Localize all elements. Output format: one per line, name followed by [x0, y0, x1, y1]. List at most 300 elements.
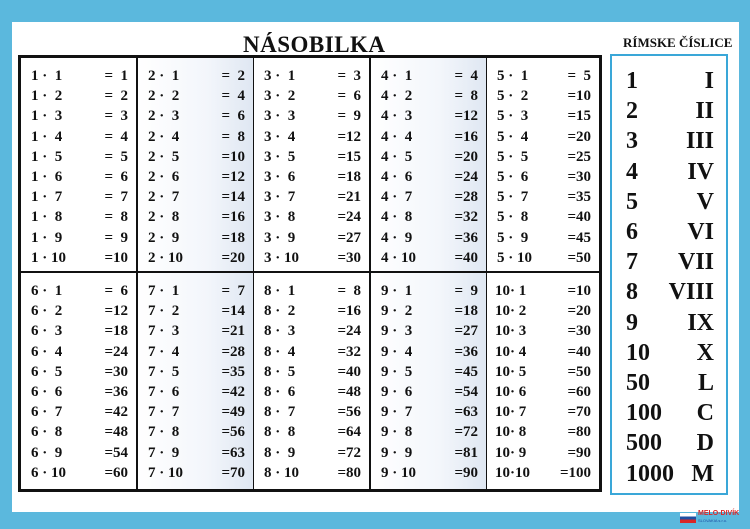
equation-row: [21, 86, 136, 106]
equation-result: = 6: [221, 108, 245, 125]
equation-result: =32: [337, 343, 361, 360]
arabic-number: 500: [626, 430, 662, 457]
equation-row: [21, 321, 136, 341]
equation-factors: 5 · 10: [497, 249, 533, 266]
equation-row: [371, 382, 486, 402]
equation-row: [254, 402, 369, 422]
equation-row: [21, 248, 136, 268]
equation-result: =15: [567, 108, 591, 125]
equation-result: =36: [454, 229, 478, 246]
roman-number: M: [691, 460, 714, 487]
equation-row: [21, 66, 136, 86]
equation-factors: 10· 2: [495, 303, 527, 320]
roman-number: IX: [687, 309, 714, 336]
arabic-number: 10: [626, 339, 650, 366]
equation-result: = 7: [221, 283, 245, 299]
equation-row: [21, 443, 136, 463]
equation-factors: 4 · 6: [381, 169, 413, 185]
table-block-7: [137, 272, 254, 490]
equation-result: =25: [567, 148, 591, 165]
equation-factors: 4 · 10: [381, 249, 417, 266]
equation-row: [371, 147, 486, 167]
arabic-number: 8: [626, 279, 638, 306]
roman-row: [612, 368, 726, 398]
equation-factors: 6 · 10: [31, 464, 67, 481]
equation-factors: 7 · 9: [148, 444, 180, 461]
equation-result: =48: [337, 384, 361, 400]
equation-row: [487, 228, 599, 248]
equation-factors: 3 · 6: [264, 169, 296, 185]
equation-result: =14: [221, 303, 245, 320]
equation-result: =18: [454, 303, 478, 320]
equation-factors: 9 · 1: [381, 283, 413, 299]
arabic-number: 3: [626, 128, 638, 155]
equation-factors: 2 · 8: [148, 209, 180, 226]
equation-factors: 6 · 9: [31, 444, 63, 461]
equation-factors: 9 · 3: [381, 323, 413, 340]
publisher-logo: [680, 510, 740, 526]
equation-row: [21, 301, 136, 321]
equation-result: =24: [454, 169, 478, 185]
equation-result: = 2: [104, 88, 128, 105]
table-block-10: [486, 272, 600, 490]
equation-result: = 3: [337, 68, 361, 84]
equation-row: [371, 248, 486, 268]
equation-row: [371, 207, 486, 227]
roman-row: [612, 66, 726, 96]
equation-factors: 2 · 2: [148, 88, 180, 105]
equation-row: [138, 321, 253, 341]
equation-result: = 8: [104, 209, 128, 226]
equation-row: [371, 228, 486, 248]
equation-result: = 4: [454, 68, 478, 84]
equation-factors: 7 · 2: [148, 303, 180, 320]
equation-row: [138, 147, 253, 167]
equation-row: [487, 321, 599, 341]
equation-result: =16: [221, 209, 245, 226]
equation-factors: 1 · 4: [31, 128, 63, 145]
equation-factors: 5 · 5: [497, 148, 529, 165]
equation-factors: 1 · 5: [31, 148, 63, 165]
roman-number: II: [695, 98, 714, 125]
equation-factors: 4 · 1: [381, 68, 413, 84]
equation-factors: 8 · 8: [264, 424, 296, 441]
logo-name: MELO-DIVÍK: [698, 510, 740, 517]
equation-result: = 6: [104, 169, 128, 185]
arabic-number: 100: [626, 400, 662, 427]
equation-result: =10: [221, 148, 245, 165]
equation-row: [21, 422, 136, 442]
equation-factors: 8 · 5: [264, 363, 296, 380]
equation-factors: 4 · 8: [381, 209, 413, 226]
equation-row: [254, 127, 369, 147]
equation-factors: 1 · 1: [31, 68, 63, 84]
equation-row: [254, 248, 369, 268]
equation-row: [487, 86, 599, 106]
equation-result: =18: [337, 169, 361, 185]
equation-result: =45: [454, 363, 478, 380]
arabic-number: 7: [626, 249, 638, 276]
equation-row: [21, 342, 136, 362]
equation-result: =24: [104, 343, 128, 360]
equation-result: =40: [454, 249, 478, 266]
table-block-2: [137, 57, 254, 272]
equation-factors: 7 · 4: [148, 343, 180, 360]
equation-factors: 10· 7: [495, 404, 527, 421]
roman-numerals-panel: [610, 54, 728, 495]
equation-result: =90: [454, 464, 478, 481]
equation-row: [138, 301, 253, 321]
equation-row: [371, 86, 486, 106]
equation-factors: 1 · 6: [31, 169, 63, 185]
equation-row: [21, 362, 136, 382]
equation-result: =20: [567, 128, 591, 145]
equation-row: [371, 301, 486, 321]
equation-factors: 1 · 10: [31, 249, 67, 266]
equation-result: =36: [454, 343, 478, 360]
equation-row: [138, 86, 253, 106]
equation-factors: 3 · 8: [264, 209, 296, 226]
equation-result: =21: [337, 189, 361, 206]
equation-result: = 9: [337, 108, 361, 125]
equation-factors: 1 · 3: [31, 108, 63, 125]
table-block-4: [370, 57, 487, 272]
equation-factors: 7 · 6: [148, 384, 180, 400]
equation-factors: 6 · 8: [31, 424, 63, 441]
equation-factors: 7 · 3: [148, 323, 180, 340]
equation-factors: 2 · 7: [148, 189, 180, 206]
equation-result: = 1: [104, 68, 128, 84]
equation-factors: 10· 8: [495, 424, 527, 441]
equation-result: = 3: [104, 108, 128, 125]
equation-row: [371, 66, 486, 86]
equation-result: = 4: [104, 128, 128, 145]
equation-row: [254, 321, 369, 341]
roman-title: RÍMSKE ČÍSLICE: [623, 35, 733, 50]
equation-factors: 3 · 2: [264, 88, 296, 105]
equation-factors: 9 · 6: [381, 384, 413, 400]
equation-result: =28: [454, 189, 478, 206]
equation-row: [254, 167, 369, 187]
equation-factors: 5 · 7: [497, 189, 529, 206]
roman-number: VIII: [668, 279, 714, 306]
equation-result: =12: [221, 169, 245, 185]
equation-row: [371, 342, 486, 362]
equation-result: =64: [337, 424, 361, 441]
equation-result: =24: [337, 323, 361, 340]
equation-result: = 9: [454, 283, 478, 299]
equation-result: =35: [221, 363, 245, 380]
equation-result: =72: [337, 444, 361, 461]
equation-factors: 4 · 3: [381, 108, 413, 125]
roman-row: [612, 217, 726, 247]
equation-factors: 2 · 10: [148, 249, 184, 266]
equation-row: [371, 187, 486, 207]
equation-result: =10: [567, 283, 591, 299]
equation-row: [138, 362, 253, 382]
table-block-6: [20, 272, 137, 490]
equation-row: [371, 362, 486, 382]
equation-result: =12: [454, 108, 478, 125]
equation-factors: 1 · 2: [31, 88, 63, 105]
equation-row: [21, 127, 136, 147]
equation-row: [138, 422, 253, 442]
equation-result: = 8: [337, 283, 361, 299]
equation-result: =42: [104, 404, 128, 421]
roman-row: [612, 338, 726, 368]
equation-factors: 2 · 9: [148, 229, 180, 246]
equation-factors: 5 · 9: [497, 229, 529, 246]
equation-row: [254, 106, 369, 126]
equation-factors: 2 · 4: [148, 128, 180, 145]
equation-factors: 5 · 4: [497, 128, 529, 145]
arabic-number: 6: [626, 219, 638, 245]
equation-row: [371, 422, 486, 442]
equation-row: [371, 443, 486, 463]
equation-result: =35: [567, 189, 591, 206]
arabic-number: 9: [626, 309, 638, 336]
equation-factors: 9 · 7: [381, 404, 413, 421]
equation-result: =72: [454, 424, 478, 441]
table-block-8: [253, 272, 370, 490]
equation-row: [487, 248, 599, 268]
roman-number: X: [696, 339, 714, 366]
equation-factors: 2 · 3: [148, 108, 180, 125]
table-block-9: [370, 272, 487, 490]
equation-row: [21, 106, 136, 126]
equation-factors: 10· 9: [495, 444, 527, 461]
equation-result: =63: [454, 404, 478, 421]
equation-row: [138, 402, 253, 422]
equation-result: = 4: [221, 88, 245, 105]
equation-row: [254, 463, 369, 483]
equation-row: [254, 362, 369, 382]
equation-factors: 5 · 1: [497, 68, 529, 84]
equation-row: [21, 281, 136, 301]
equation-result: =27: [454, 323, 478, 340]
equation-factors: 7 · 8: [148, 424, 180, 441]
equation-result: =30: [567, 323, 591, 340]
equation-row: [138, 463, 253, 483]
roman-row: [612, 459, 726, 489]
equation-result: =12: [337, 128, 361, 145]
equation-row: [487, 301, 599, 321]
equation-result: =20: [567, 303, 591, 320]
arabic-number: 5: [626, 188, 638, 215]
equation-factors: 1 · 7: [31, 189, 63, 206]
equation-row: [487, 167, 599, 187]
equation-factors: 5 · 3: [497, 108, 529, 125]
equation-row: [21, 147, 136, 167]
equation-row: [371, 127, 486, 147]
equation-factors: 7 · 1: [148, 283, 180, 299]
equation-result: = 2: [221, 68, 245, 84]
equation-row: [487, 106, 599, 126]
equation-row: [371, 106, 486, 126]
roman-number: IV: [687, 158, 714, 185]
equation-row: [21, 167, 136, 187]
equation-row: [371, 281, 486, 301]
equation-row: [371, 167, 486, 187]
equation-result: =63: [221, 444, 245, 461]
equation-result: =28: [221, 343, 245, 360]
equation-row: [254, 86, 369, 106]
equation-row: [254, 281, 369, 301]
equation-result: =12: [104, 303, 128, 320]
roman-row: [612, 428, 726, 458]
equation-row: [254, 66, 369, 86]
equation-result: = 7: [104, 189, 128, 206]
equation-factors: 1 · 9: [31, 229, 63, 246]
equation-result: =40: [337, 363, 361, 380]
flag-icon: [680, 513, 696, 523]
equation-factors: 10· 3: [495, 323, 527, 340]
equation-row: [487, 463, 599, 483]
equation-factors: 9 · 8: [381, 424, 413, 441]
equation-result: =81: [454, 444, 478, 461]
roman-number: C: [696, 400, 714, 427]
equation-factors: 10· 1: [495, 283, 527, 299]
arabic-number: 1: [626, 68, 638, 94]
equation-result: =54: [454, 384, 478, 400]
equation-result: =14: [221, 189, 245, 206]
roman-row: [612, 96, 726, 126]
equation-result: =27: [337, 229, 361, 246]
roman-row: [612, 157, 726, 187]
equation-row: [487, 207, 599, 227]
equation-row: [138, 106, 253, 126]
equation-result: =30: [337, 249, 361, 266]
equation-result: =54: [104, 444, 128, 461]
equation-result: =21: [221, 323, 245, 340]
table-block-3: [253, 57, 370, 272]
equation-factors: 1 · 8: [31, 209, 63, 226]
equation-factors: 2 · 1: [148, 68, 180, 84]
equation-result: =90: [567, 444, 591, 461]
equation-result: =48: [104, 424, 128, 441]
equation-result: =70: [221, 464, 245, 481]
equation-result: =32: [454, 209, 478, 226]
equation-result: = 8: [221, 128, 245, 145]
equation-row: [21, 463, 136, 483]
equation-factors: 4 · 5: [381, 148, 413, 165]
equation-row: [138, 187, 253, 207]
equation-row: [487, 382, 599, 402]
equation-result: = 8: [454, 88, 478, 105]
roman-number: V: [696, 188, 714, 215]
equation-result: =50: [567, 249, 591, 266]
roman-row: [612, 187, 726, 217]
equation-factors: 8 · 1: [264, 283, 296, 299]
roman-number: D: [696, 430, 714, 457]
equation-factors: 3 · 9: [264, 229, 296, 246]
equation-factors: 9 · 10: [381, 464, 417, 481]
equation-factors: 4 · 7: [381, 189, 413, 206]
equation-result: =16: [454, 128, 478, 145]
equation-factors: 7 · 7: [148, 404, 180, 421]
roman-row: [612, 126, 726, 156]
equation-factors: 3 · 1: [264, 68, 296, 84]
equation-row: [254, 228, 369, 248]
equation-row: [138, 382, 253, 402]
equation-result: = 6: [104, 283, 128, 299]
equation-factors: 3 · 4: [264, 128, 296, 145]
equation-result: =15: [337, 148, 361, 165]
equation-factors: 10· 5: [495, 363, 527, 380]
roman-number: I: [704, 68, 714, 94]
equation-row: [487, 187, 599, 207]
equation-result: =30: [104, 363, 128, 380]
equation-row: [254, 147, 369, 167]
equation-row: [138, 443, 253, 463]
equation-result: =56: [221, 424, 245, 441]
arabic-number: 4: [626, 158, 638, 185]
equation-result: =50: [567, 363, 591, 380]
roman-number: L: [697, 370, 714, 396]
equation-factors: 8 · 10: [264, 464, 300, 481]
equation-factors: 3 · 5: [264, 148, 296, 165]
arabic-number: 2: [626, 98, 638, 125]
equation-row: [371, 463, 486, 483]
equation-row: [254, 382, 369, 402]
equation-factors: 4 · 2: [381, 88, 413, 105]
equation-factors: 6 · 1: [31, 283, 63, 299]
roman-row: [612, 247, 726, 277]
equation-result: =18: [104, 323, 128, 340]
equation-row: [21, 187, 136, 207]
roman-row: [612, 308, 726, 338]
equation-result: =30: [567, 169, 591, 185]
equation-row: [254, 207, 369, 227]
equation-row: [371, 321, 486, 341]
equation-result: =20: [221, 249, 245, 266]
equation-result: = 6: [337, 88, 361, 105]
equation-factors: 7 · 5: [148, 363, 180, 380]
equation-result: = 9: [104, 229, 128, 246]
table-block-5: [486, 57, 600, 272]
equation-row: [138, 207, 253, 227]
equation-result: =56: [337, 404, 361, 421]
equation-row: [487, 66, 599, 86]
equation-result: =100: [559, 464, 591, 481]
equation-factors: 6 · 7: [31, 404, 63, 421]
equation-factors: 8 · 9: [264, 444, 296, 461]
equation-factors: 3 · 10: [264, 249, 300, 266]
equation-row: [21, 402, 136, 422]
equation-row: [254, 301, 369, 321]
equation-factors: 4 · 9: [381, 229, 413, 246]
equation-factors: 9 · 2: [381, 303, 413, 320]
equation-factors: 6 · 2: [31, 303, 63, 320]
logo-sub: SLOVAKIA s.r.o.: [698, 518, 728, 523]
equation-result: =49: [221, 404, 245, 421]
equation-factors: 6 · 6: [31, 384, 63, 400]
equation-row: [21, 382, 136, 402]
equation-result: =10: [567, 88, 591, 105]
roman-row: [612, 277, 726, 307]
roman-number: VI: [687, 219, 714, 245]
equation-row: [487, 342, 599, 362]
equation-result: =18: [221, 229, 245, 246]
equation-factors: 2 · 6: [148, 169, 180, 185]
equation-result: =40: [567, 343, 591, 360]
equation-result: =70: [567, 404, 591, 421]
equation-row: [487, 443, 599, 463]
equation-factors: 9 · 4: [381, 343, 413, 360]
equation-row: [371, 402, 486, 422]
table-block-1: [20, 57, 137, 272]
equation-row: [138, 342, 253, 362]
